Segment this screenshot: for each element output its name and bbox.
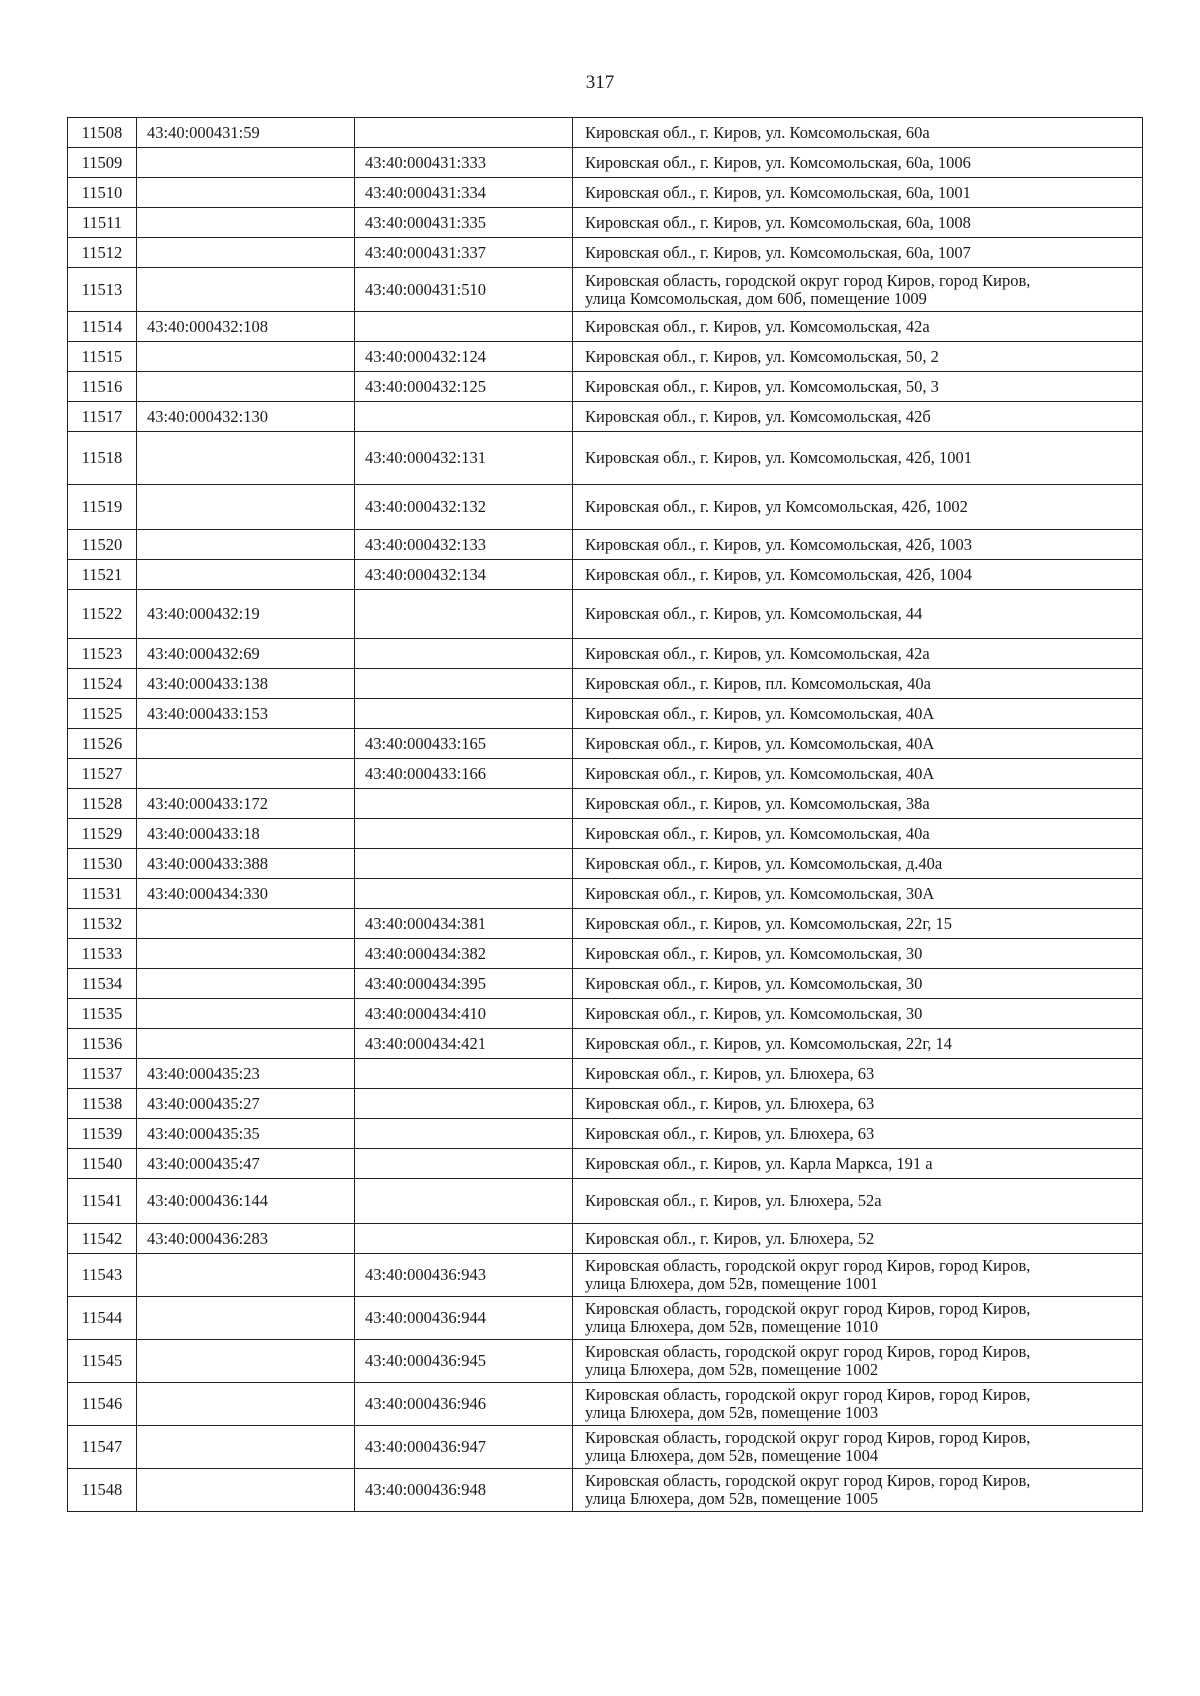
land-cadastral-number-cell: 43:40:000432:69 bbox=[137, 639, 355, 669]
building-cadastral-number-cell bbox=[355, 1149, 573, 1179]
building-cadastral-number-cell bbox=[355, 402, 573, 432]
address-cell bbox=[573, 759, 1143, 789]
building-cadastral-number-cell bbox=[355, 1179, 573, 1224]
land-cadastral-number-cell bbox=[137, 1029, 355, 1059]
address-line: Кировская обл., г. Киров, ул. Комсомольская, 42б, 1003 bbox=[585, 534, 972, 554]
row-number-cell: 11544 bbox=[68, 1297, 137, 1340]
row-number-cell: 11514 bbox=[68, 312, 137, 342]
address-line: Кировская обл., г. Киров, ул. Карла Маркса, 191 а bbox=[585, 1153, 933, 1173]
table-row bbox=[68, 1426, 1143, 1469]
building-cadastral-number-cell bbox=[355, 849, 573, 879]
table-row bbox=[68, 1149, 1143, 1179]
building-cadastral-number-cell bbox=[355, 699, 573, 729]
address-cell bbox=[573, 560, 1143, 590]
address-cell bbox=[573, 1179, 1143, 1224]
land-cadastral-number-cell: 43:40:000431:59 bbox=[137, 118, 355, 148]
land-cadastral-number-cell: 43:40:000436:283 bbox=[137, 1224, 355, 1254]
address-line: Кировская обл., г. Киров, ул. Комсомольская, 30А bbox=[585, 883, 935, 903]
table-row bbox=[68, 118, 1143, 148]
table-row bbox=[68, 432, 1143, 485]
address-line: Кировская обл., г. Киров, ул. Блюхера, 63 bbox=[585, 1063, 875, 1083]
building-cadastral-number-cell: 43:40:000434:410 bbox=[355, 999, 573, 1029]
row-number-cell: 11511 bbox=[68, 208, 137, 238]
building-cadastral-number-cell: 43:40:000434:395 bbox=[355, 969, 573, 999]
address-cell bbox=[573, 939, 1143, 969]
row-number-cell: 11548 bbox=[68, 1469, 137, 1512]
address-line: Кировская область, городской округ город Киров, город Киров, bbox=[585, 1385, 1031, 1404]
row-number-cell: 11527 bbox=[68, 759, 137, 789]
building-cadastral-number-cell bbox=[355, 590, 573, 639]
building-cadastral-number-cell: 43:40:000432:124 bbox=[355, 342, 573, 372]
building-cadastral-number-cell: 43:40:000436:946 bbox=[355, 1383, 573, 1426]
land-cadastral-number-cell: 43:40:000435:23 bbox=[137, 1059, 355, 1089]
address-cell bbox=[573, 1029, 1143, 1059]
building-cadastral-number-cell bbox=[355, 312, 573, 342]
land-cadastral-number-cell: 43:40:000433:388 bbox=[137, 849, 355, 879]
row-number-cell: 11525 bbox=[68, 699, 137, 729]
building-cadastral-number-cell bbox=[355, 639, 573, 669]
building-cadastral-number-cell: 43:40:000436:944 bbox=[355, 1297, 573, 1340]
row-number-cell: 11535 bbox=[68, 999, 137, 1029]
land-cadastral-number-cell bbox=[137, 1469, 355, 1512]
table-row bbox=[68, 312, 1143, 342]
table-row bbox=[68, 999, 1143, 1029]
land-cadastral-number-cell: 43:40:000435:47 bbox=[137, 1149, 355, 1179]
address-line: Кировская область, городской округ город Киров, город Киров, bbox=[585, 1428, 1031, 1447]
building-cadastral-number-cell: 43:40:000431:335 bbox=[355, 208, 573, 238]
land-cadastral-number-cell bbox=[137, 909, 355, 939]
table-row bbox=[68, 372, 1143, 402]
address-line: Кировская обл., г. Киров, ул. Комсомольская, д.40а bbox=[585, 853, 943, 873]
address-cell bbox=[573, 1297, 1143, 1340]
row-number-cell: 11539 bbox=[68, 1119, 137, 1149]
row-number-cell: 11515 bbox=[68, 342, 137, 372]
address-cell bbox=[573, 969, 1143, 999]
land-cadastral-number-cell: 43:40:000433:138 bbox=[137, 669, 355, 699]
row-number-cell: 11523 bbox=[68, 639, 137, 669]
building-cadastral-number-cell: 43:40:000431:337 bbox=[355, 238, 573, 268]
address-line: Кировская обл., г. Киров, ул. Комсомольская, 42б, 1001 bbox=[585, 448, 972, 467]
row-number-cell: 11536 bbox=[68, 1029, 137, 1059]
address-line: Кировская обл., г. Киров, ул. Блюхера, 63 bbox=[585, 1093, 875, 1113]
table-row bbox=[68, 1383, 1143, 1426]
row-number-cell: 11530 bbox=[68, 849, 137, 879]
building-cadastral-number-cell: 43:40:000431:333 bbox=[355, 148, 573, 178]
row-number-cell: 11538 bbox=[68, 1089, 137, 1119]
address-line: Кировская обл., г. Киров, ул Комсомольская, 42б, 1002 bbox=[585, 497, 968, 516]
table-row bbox=[68, 148, 1143, 178]
page-number: 317 bbox=[585, 72, 615, 93]
row-number-cell: 11528 bbox=[68, 789, 137, 819]
address-line: улица Комсомольская, дом 60б, помещение 1009 bbox=[585, 288, 927, 308]
table-row bbox=[68, 590, 1143, 639]
row-number-cell: 11532 bbox=[68, 909, 137, 939]
building-cadastral-number-cell: 43:40:000436:947 bbox=[355, 1426, 573, 1469]
address-line: Кировская обл., г. Киров, ул. Комсомольская, 40А bbox=[585, 763, 935, 783]
address-line: Кировская обл., г. Киров, ул. Комсомольская, 60а, 1008 bbox=[585, 212, 971, 232]
address-line: Кировская обл., г. Киров, ул. Комсомольская, 30 bbox=[585, 943, 923, 963]
address-line: Кировская обл., г. Киров, ул. Комсомольская, 42б, 1004 bbox=[585, 564, 972, 584]
address-cell bbox=[573, 148, 1143, 178]
row-number-cell: 11522 bbox=[68, 590, 137, 639]
land-cadastral-number-cell: 43:40:000434:330 bbox=[137, 879, 355, 909]
address-line: Кировская обл., г. Киров, ул. Комсомольская, 22г, 14 bbox=[585, 1033, 953, 1053]
address-line: Кировская обл., г. Киров, ул. Комсомольская, 38а bbox=[585, 793, 930, 813]
address-cell bbox=[573, 849, 1143, 879]
row-number-cell: 11517 bbox=[68, 402, 137, 432]
building-cadastral-number-cell: 43:40:000436:948 bbox=[355, 1469, 573, 1512]
table-row bbox=[68, 669, 1143, 699]
table-row bbox=[68, 699, 1143, 729]
building-cadastral-number-cell: 43:40:000434:382 bbox=[355, 939, 573, 969]
address-cell bbox=[573, 1426, 1143, 1469]
address-cell bbox=[573, 1254, 1143, 1297]
building-cadastral-number-cell: 43:40:000436:943 bbox=[355, 1254, 573, 1297]
building-cadastral-number-cell: 43:40:000432:132 bbox=[355, 485, 573, 530]
row-number-cell: 11534 bbox=[68, 969, 137, 999]
building-cadastral-number-cell bbox=[355, 1224, 573, 1254]
address-line: Кировская обл., г. Киров, ул. Комсомольская, 44 bbox=[585, 604, 923, 623]
building-cadastral-number-cell: 43:40:000436:945 bbox=[355, 1340, 573, 1383]
table-row bbox=[68, 729, 1143, 759]
table-row bbox=[68, 342, 1143, 372]
table-row bbox=[68, 238, 1143, 268]
building-cadastral-number-cell bbox=[355, 819, 573, 849]
address-cell bbox=[573, 238, 1143, 268]
address-cell bbox=[573, 342, 1143, 372]
row-number-cell: 11521 bbox=[68, 560, 137, 590]
row-number-cell: 11545 bbox=[68, 1340, 137, 1383]
address-cell bbox=[573, 530, 1143, 560]
land-cadastral-number-cell: 43:40:000433:172 bbox=[137, 789, 355, 819]
row-number-cell: 11542 bbox=[68, 1224, 137, 1254]
building-cadastral-number-cell: 43:40:000432:134 bbox=[355, 560, 573, 590]
building-cadastral-number-cell bbox=[355, 669, 573, 699]
row-number-cell: 11513 bbox=[68, 268, 137, 312]
land-cadastral-number-cell bbox=[137, 1340, 355, 1383]
address-line: Кировская обл., г. Киров, ул. Комсомольская, 40А bbox=[585, 733, 935, 753]
row-number-cell: 11537 bbox=[68, 1059, 137, 1089]
building-cadastral-number-cell: 43:40:000434:381 bbox=[355, 909, 573, 939]
land-cadastral-number-cell bbox=[137, 530, 355, 560]
building-cadastral-number-cell bbox=[355, 789, 573, 819]
row-number-cell: 11533 bbox=[68, 939, 137, 969]
address-line: улица Блюхера, дом 52в, помещение 1002 bbox=[585, 1360, 879, 1379]
address-line: Кировская область, городской округ город Киров, город Киров, bbox=[585, 1342, 1031, 1361]
address-line: Кировская обл., г. Киров, ул. Комсомольская, 42б bbox=[585, 406, 931, 426]
address-line: Кировская обл., г. Киров, ул. Комсомольская, 50, 2 bbox=[585, 346, 939, 366]
registry-table bbox=[67, 117, 1143, 1512]
land-cadastral-number-cell bbox=[137, 759, 355, 789]
building-cadastral-number-cell bbox=[355, 118, 573, 148]
table-row bbox=[68, 819, 1143, 849]
land-cadastral-number-cell bbox=[137, 432, 355, 485]
address-line: Кировская обл., г. Киров, пл. Комсомольская, 40а bbox=[585, 673, 931, 693]
address-cell bbox=[573, 1149, 1143, 1179]
table-row bbox=[68, 1089, 1143, 1119]
land-cadastral-number-cell bbox=[137, 178, 355, 208]
land-cadastral-number-cell bbox=[137, 969, 355, 999]
table-row bbox=[68, 1297, 1143, 1340]
address-line: Кировская обл., г. Киров, ул. Комсомольская, 50, 3 bbox=[585, 376, 939, 396]
land-cadastral-number-cell: 43:40:000436:144 bbox=[137, 1179, 355, 1224]
address-cell bbox=[573, 432, 1143, 485]
table-row bbox=[68, 759, 1143, 789]
row-number-cell: 11508 bbox=[68, 118, 137, 148]
address-cell bbox=[573, 639, 1143, 669]
table-row bbox=[68, 530, 1143, 560]
address-line: Кировская область, городской округ город Киров, город Киров, bbox=[585, 1299, 1031, 1318]
table-row bbox=[68, 485, 1143, 530]
address-cell bbox=[573, 1059, 1143, 1089]
address-line: Кировская обл., г. Киров, ул. Блюхера, 63 bbox=[585, 1123, 875, 1143]
table-row bbox=[68, 268, 1143, 312]
land-cadastral-number-cell: 43:40:000433:153 bbox=[137, 699, 355, 729]
building-cadastral-number-cell bbox=[355, 1089, 573, 1119]
land-cadastral-number-cell bbox=[137, 1426, 355, 1469]
address-line: Кировская обл., г. Киров, ул. Комсомольская, 30 bbox=[585, 973, 923, 993]
row-number-cell: 11524 bbox=[68, 669, 137, 699]
land-cadastral-number-cell: 43:40:000435:35 bbox=[137, 1119, 355, 1149]
table-row bbox=[68, 1224, 1143, 1254]
address-cell bbox=[573, 178, 1143, 208]
land-cadastral-number-cell: 43:40:000435:27 bbox=[137, 1089, 355, 1119]
row-number-cell: 11509 bbox=[68, 148, 137, 178]
building-cadastral-number-cell: 43:40:000431:334 bbox=[355, 178, 573, 208]
row-number-cell: 11512 bbox=[68, 238, 137, 268]
address-line: Кировская область, городской округ город Киров, город Киров, bbox=[585, 270, 1031, 290]
address-line: Кировская область, городской округ город Киров, город Киров, bbox=[585, 1471, 1031, 1490]
address-cell bbox=[573, 118, 1143, 148]
address-line: улица Блюхера, дом 52в, помещение 1003 bbox=[585, 1403, 879, 1422]
land-cadastral-number-cell bbox=[137, 999, 355, 1029]
table-row bbox=[68, 560, 1143, 590]
table-row bbox=[68, 879, 1143, 909]
address-cell bbox=[573, 999, 1143, 1029]
address-cell bbox=[573, 1119, 1143, 1149]
building-cadastral-number-cell bbox=[355, 1119, 573, 1149]
address-cell bbox=[573, 485, 1143, 530]
table-row bbox=[68, 208, 1143, 238]
land-cadastral-number-cell bbox=[137, 148, 355, 178]
building-cadastral-number-cell: 43:40:000434:421 bbox=[355, 1029, 573, 1059]
land-cadastral-number-cell: 43:40:000432:19 bbox=[137, 590, 355, 639]
land-cadastral-number-cell bbox=[137, 939, 355, 969]
address-line: улица Блюхера, дом 52в, помещение 1005 bbox=[585, 1489, 879, 1508]
address-cell bbox=[573, 1089, 1143, 1119]
land-cadastral-number-cell bbox=[137, 485, 355, 530]
row-number-cell: 11519 bbox=[68, 485, 137, 530]
address-line: Кировская обл., г. Киров, ул. Комсомольская, 60а bbox=[585, 122, 930, 142]
address-line: Кировская обл., г. Киров, ул. Комсомольская, 30 bbox=[585, 1003, 923, 1023]
address-line: Кировская обл., г. Киров, ул. Комсомольская, 60а, 1006 bbox=[585, 152, 971, 172]
land-cadastral-number-cell: 43:40:000432:108 bbox=[137, 312, 355, 342]
land-cadastral-number-cell bbox=[137, 268, 355, 312]
address-cell bbox=[573, 879, 1143, 909]
address-cell bbox=[573, 789, 1143, 819]
address-line: Кировская обл., г. Киров, ул. Блюхера, 52 bbox=[585, 1228, 875, 1248]
table-row bbox=[68, 1469, 1143, 1512]
address-line: Кировская обл., г. Киров, ул. Комсомольская, 22г, 15 bbox=[585, 913, 953, 933]
table-row bbox=[68, 178, 1143, 208]
address-cell bbox=[573, 909, 1143, 939]
table-row bbox=[68, 909, 1143, 939]
land-cadastral-number-cell bbox=[137, 729, 355, 759]
address-line: Кировская обл., г. Киров, ул. Комсомольская, 40А bbox=[585, 703, 935, 723]
address-line: улица Блюхера, дом 52в, помещение 1004 bbox=[585, 1446, 879, 1465]
address-cell bbox=[573, 372, 1143, 402]
address-line: Кировская обл., г. Киров, ул. Комсомольская, 60а, 1001 bbox=[585, 182, 971, 202]
address-cell bbox=[573, 268, 1143, 312]
address-line: улица Блюхера, дом 52в, помещение 1001 bbox=[585, 1274, 879, 1293]
building-cadastral-number-cell: 43:40:000433:165 bbox=[355, 729, 573, 759]
address-cell bbox=[573, 819, 1143, 849]
land-cadastral-number-cell bbox=[137, 342, 355, 372]
table-row bbox=[68, 969, 1143, 999]
land-cadastral-number-cell bbox=[137, 1254, 355, 1297]
address-cell bbox=[573, 699, 1143, 729]
row-number-cell: 11516 bbox=[68, 372, 137, 402]
table-row bbox=[68, 939, 1143, 969]
table-row bbox=[68, 789, 1143, 819]
row-number-cell: 11531 bbox=[68, 879, 137, 909]
table-row bbox=[68, 1254, 1143, 1297]
address-cell bbox=[573, 402, 1143, 432]
address-cell bbox=[573, 1469, 1143, 1512]
building-cadastral-number-cell: 43:40:000432:133 bbox=[355, 530, 573, 560]
registry-table-body bbox=[68, 118, 1143, 1512]
row-number-cell: 11547 bbox=[68, 1426, 137, 1469]
address-line: Кировская обл., г. Киров, ул. Комсомольская, 60а, 1007 bbox=[585, 242, 971, 262]
land-cadastral-number-cell bbox=[137, 238, 355, 268]
table-row bbox=[68, 639, 1143, 669]
row-number-cell: 11518 bbox=[68, 432, 137, 485]
address-line: Кировская обл., г. Киров, ул. Комсомольская, 42а bbox=[585, 316, 930, 336]
address-cell bbox=[573, 312, 1143, 342]
land-cadastral-number-cell bbox=[137, 372, 355, 402]
land-cadastral-number-cell: 43:40:000433:18 bbox=[137, 819, 355, 849]
address-line: Кировская обл., г. Киров, ул. Блюхера, 52а bbox=[585, 1191, 882, 1210]
building-cadastral-number-cell: 43:40:000431:510 bbox=[355, 268, 573, 312]
address-line: Кировская обл., г. Киров, ул. Комсомольская, 42а bbox=[585, 643, 930, 663]
address-line: Кировская область, городской округ город Киров, город Киров, bbox=[585, 1256, 1031, 1275]
row-number-cell: 11526 bbox=[68, 729, 137, 759]
address-cell bbox=[573, 1224, 1143, 1254]
land-cadastral-number-cell: 43:40:000432:130 bbox=[137, 402, 355, 432]
table-row bbox=[68, 849, 1143, 879]
address-cell bbox=[573, 208, 1143, 238]
table-row bbox=[68, 1179, 1143, 1224]
address-cell bbox=[573, 590, 1143, 639]
address-cell bbox=[573, 729, 1143, 759]
row-number-cell: 11510 bbox=[68, 178, 137, 208]
land-cadastral-number-cell bbox=[137, 208, 355, 238]
land-cadastral-number-cell bbox=[137, 560, 355, 590]
address-cell bbox=[573, 669, 1143, 699]
table-row bbox=[68, 1119, 1143, 1149]
building-cadastral-number-cell: 43:40:000432:131 bbox=[355, 432, 573, 485]
row-number-cell: 11541 bbox=[68, 1179, 137, 1224]
address-line: улица Блюхера, дом 52в, помещение 1010 bbox=[585, 1317, 879, 1336]
address-cell bbox=[573, 1340, 1143, 1383]
row-number-cell: 11540 bbox=[68, 1149, 137, 1179]
row-number-cell: 11546 bbox=[68, 1383, 137, 1426]
building-cadastral-number-cell bbox=[355, 879, 573, 909]
row-number-cell: 11543 bbox=[68, 1254, 137, 1297]
land-cadastral-number-cell bbox=[137, 1383, 355, 1426]
table-row bbox=[68, 1340, 1143, 1383]
address-cell bbox=[573, 1383, 1143, 1426]
building-cadastral-number-cell: 43:40:000433:166 bbox=[355, 759, 573, 789]
table-row bbox=[68, 402, 1143, 432]
row-number-cell: 11529 bbox=[68, 819, 137, 849]
building-cadastral-number-cell: 43:40:000432:125 bbox=[355, 372, 573, 402]
building-cadastral-number-cell bbox=[355, 1059, 573, 1089]
row-number-cell: 11520 bbox=[68, 530, 137, 560]
table-row bbox=[68, 1029, 1143, 1059]
land-cadastral-number-cell bbox=[137, 1297, 355, 1340]
table-row bbox=[68, 1059, 1143, 1089]
address-line: Кировская обл., г. Киров, ул. Комсомольская, 40а bbox=[585, 823, 930, 843]
